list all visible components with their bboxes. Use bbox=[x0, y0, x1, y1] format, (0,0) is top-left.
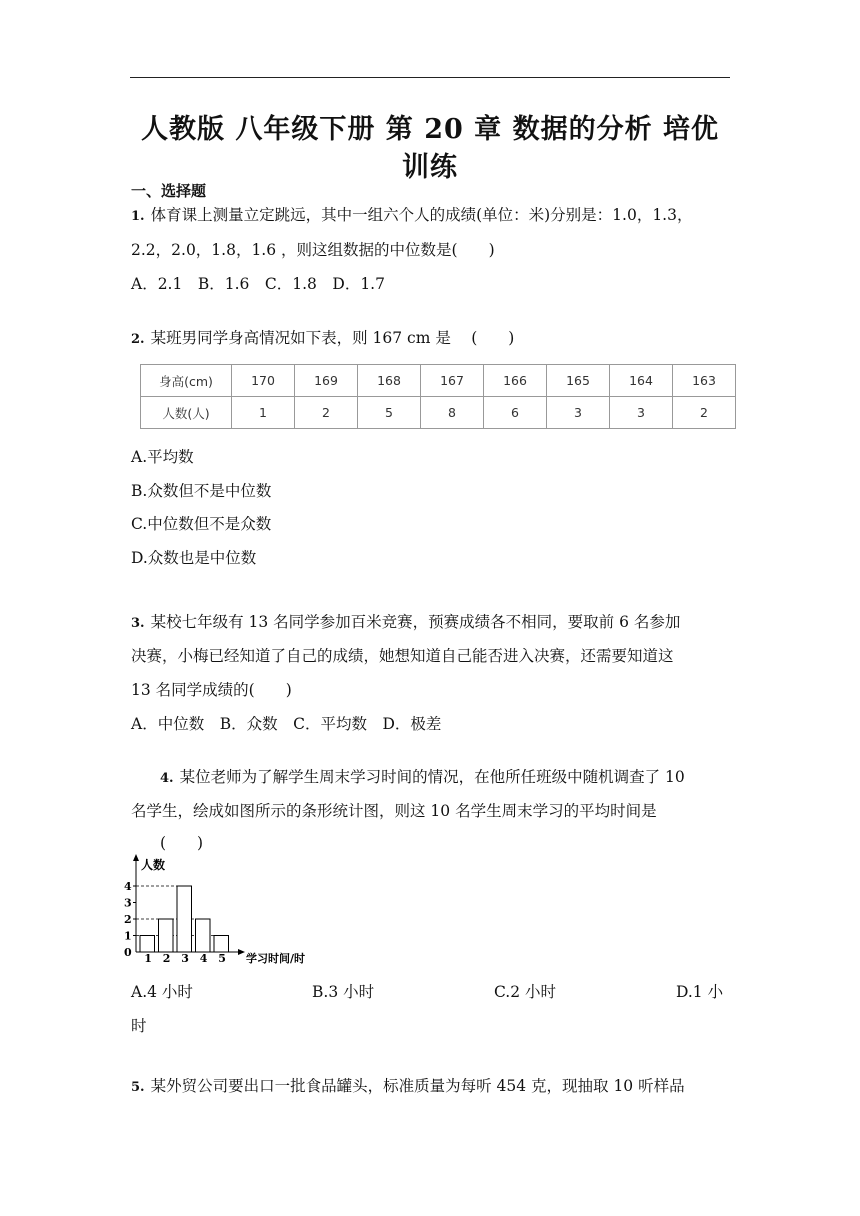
bar bbox=[196, 919, 211, 952]
table-row bbox=[141, 365, 736, 397]
table-cell: 1 bbox=[232, 397, 295, 429]
question-number: 3. bbox=[131, 616, 145, 631]
x-tick-label: 5 bbox=[218, 952, 226, 965]
y-axis-arrow bbox=[133, 854, 139, 861]
page-title: 人教版 八年级下册 第 20 章 数据的分析 培优 bbox=[141, 114, 719, 145]
table-cell: 5 bbox=[358, 397, 421, 429]
y-tick-label: 3 bbox=[124, 896, 132, 910]
bar bbox=[177, 886, 192, 952]
x-tick-label: 2 bbox=[162, 952, 171, 965]
table-cell: 2 bbox=[673, 397, 736, 429]
question-number: 5. bbox=[131, 1080, 145, 1095]
question-3-text-continued-2: 13 名同学成绩的( ) bbox=[131, 681, 292, 699]
y-tick-label: 1 bbox=[124, 929, 132, 943]
question-number: 2. bbox=[131, 332, 145, 347]
question-number: 1. bbox=[131, 209, 145, 224]
option-b: B.3 小时 bbox=[312, 983, 375, 1001]
y-tick-label: 0 bbox=[124, 946, 132, 959]
table-header-cell: 人数(人) bbox=[141, 397, 232, 429]
x-axis-arrow bbox=[238, 949, 245, 955]
table-cell: 164 bbox=[610, 365, 673, 397]
x-tick-label: 4 bbox=[199, 952, 208, 965]
bar-chart bbox=[120, 852, 330, 972]
header-rule bbox=[130, 77, 730, 78]
option-b: B.众数但不是中位数 bbox=[131, 482, 272, 500]
table-cell: 165 bbox=[547, 365, 610, 397]
table-header-cell: 身高(cm) bbox=[141, 365, 232, 397]
option-d: D.1 小 bbox=[676, 983, 724, 1001]
table-cell: 2 bbox=[295, 397, 358, 429]
x-tick-label: 3 bbox=[181, 952, 189, 965]
table-cell: 163 bbox=[673, 365, 736, 397]
section-heading: 一、选择题 bbox=[131, 182, 207, 200]
question-text: 某班男同学身高情况如下表，则 167 cm 是 ( ) bbox=[150, 329, 515, 347]
question-text: 某外贸公司要出口一批食品罐头，标准质量为每听 454 克，现抽取 10 听样品 bbox=[150, 1077, 685, 1095]
question-4-text-continued-2: ( ) bbox=[160, 834, 204, 852]
table-row bbox=[141, 397, 736, 429]
bar bbox=[159, 919, 174, 952]
table-cell: 166 bbox=[484, 365, 547, 397]
table-cell: 170 bbox=[232, 365, 295, 397]
question-1 bbox=[131, 203, 692, 225]
option-a: A.平均数 bbox=[131, 448, 194, 466]
table-cell: 168 bbox=[358, 365, 421, 397]
bar bbox=[140, 936, 155, 953]
y-axis-label: 人数 bbox=[141, 858, 166, 872]
table-cell: 3 bbox=[547, 397, 610, 429]
x-axis-label: 学习时间/时 bbox=[246, 952, 306, 965]
table-cell: 8 bbox=[421, 397, 484, 429]
page-title-continued: 训练 bbox=[402, 152, 458, 183]
question-text: 体育课上测量立定跳远，其中一组六个人的成绩(单位：米)分别是：1.0，1.3， bbox=[150, 206, 693, 224]
question-3-options: A．中位数 B．众数 C．平均数 D．极差 bbox=[131, 715, 442, 733]
bar bbox=[214, 936, 229, 953]
question-5 bbox=[131, 1074, 685, 1096]
height-table bbox=[140, 364, 736, 429]
question-3-text-continued: 决赛，小梅已经知道了自己的成绩，她想知道自己能否进入决赛，还需要知道这 bbox=[131, 647, 674, 665]
option-c: C.2 小时 bbox=[494, 983, 557, 1001]
option-d: D.众数也是中位数 bbox=[131, 549, 257, 567]
option-c: C.中位数但不是众数 bbox=[131, 515, 272, 533]
question-2 bbox=[131, 326, 514, 348]
option-d-continued: 时 bbox=[131, 1017, 147, 1035]
y-tick-label: 4 bbox=[124, 880, 132, 893]
question-3 bbox=[131, 610, 680, 632]
table-cell: 167 bbox=[421, 365, 484, 397]
question-1-options: A．2.1 B．1.6 C．1.8 D．1.7 bbox=[131, 275, 385, 293]
x-tick-label: 1 bbox=[144, 952, 152, 965]
question-text: 某位老师为了解学生周末学习时间的情况，在他所任班级中随机调查了 10 bbox=[179, 768, 685, 786]
question-4-text-continued: 名学生，绘成如图所示的条形统计图，则这 10 名学生周末学习的平均时间是 bbox=[131, 802, 657, 820]
question-1-text-continued: 2.2，2.0，1.8，1.6 ，则这组数据的中位数是( ) bbox=[131, 241, 495, 259]
option-a: A.4 小时 bbox=[131, 983, 193, 1001]
question-number: 4. bbox=[160, 771, 174, 786]
question-4 bbox=[160, 765, 685, 787]
y-tick-label: 2 bbox=[124, 913, 132, 926]
table-cell: 6 bbox=[484, 397, 547, 429]
table-cell: 3 bbox=[610, 397, 673, 429]
question-text: 某校七年级有 13 名同学参加百米竞赛，预赛成绩各不相同，要取前 6 名参加 bbox=[150, 613, 681, 631]
table-cell: 169 bbox=[295, 365, 358, 397]
